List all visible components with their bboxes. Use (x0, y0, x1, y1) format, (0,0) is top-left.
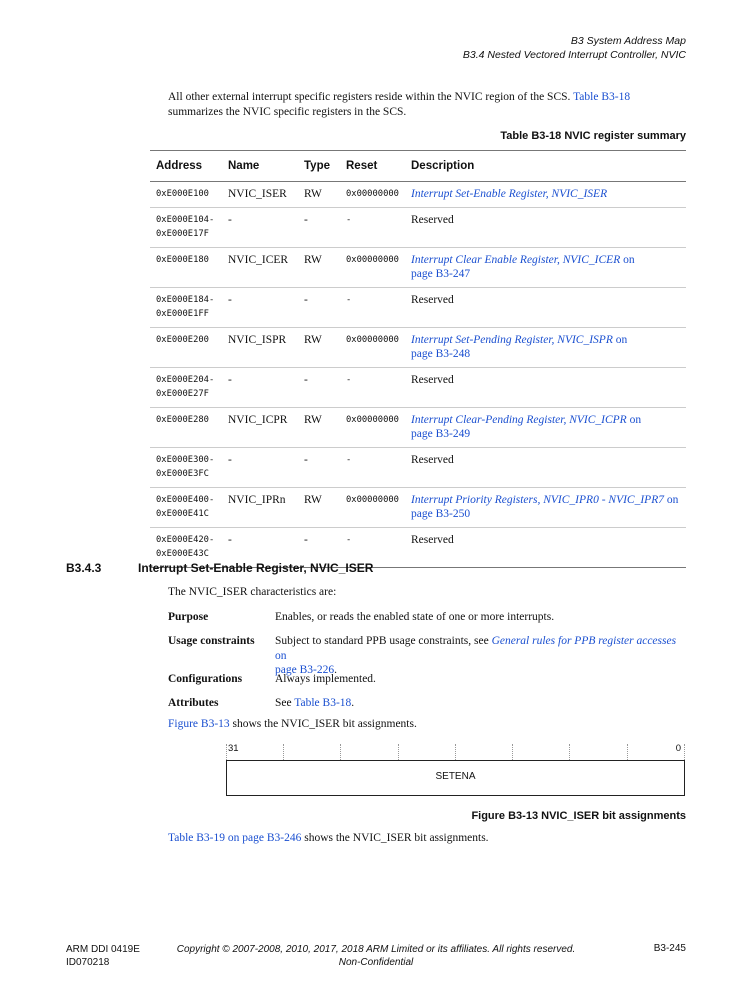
usage-constraints-value: Subject to standard PPB usage constraints, see General rules for PPB register accesses on page B3-226. (275, 635, 677, 676)
reset-cell: - (340, 528, 405, 568)
description-cell (405, 488, 686, 528)
characteristics-intro: The NVIC_ISER characteristics are: (168, 586, 337, 598)
address-start: 0xE000E400- (156, 495, 215, 505)
reset-cell: 0x00000000 (340, 408, 405, 448)
type-cell: RW (298, 408, 340, 448)
name-cell: - (222, 288, 298, 328)
address-cell (150, 488, 222, 528)
address-cell (150, 248, 222, 288)
section-title: Interrupt Set-Enable Register, NVIC_ISER (138, 561, 374, 575)
address-cell (150, 448, 222, 488)
configurations-value: Always implemented. (275, 673, 376, 685)
description-header: Description (405, 151, 686, 182)
bit-tick (684, 744, 685, 760)
description-cell (405, 182, 686, 208)
type-cell: - (298, 368, 340, 408)
running-header (463, 34, 686, 62)
address-cell (150, 328, 222, 368)
description-text: Reserved (411, 454, 454, 466)
footer-doc-id (66, 943, 140, 969)
name-cell: NVIC_ISER (222, 182, 298, 208)
name-cell: - (222, 448, 298, 488)
reset-cell: 0x00000000 (340, 488, 405, 528)
reset-cell: - (340, 448, 405, 488)
attributes-table-link[interactable]: Table B3-18 (294, 697, 352, 709)
table-row (150, 288, 686, 328)
footer-copyright (170, 943, 582, 969)
address-end: 0xE000E41C (156, 509, 209, 519)
register-link-on[interactable]: on (620, 254, 635, 266)
register-link-on[interactable]: on (612, 334, 628, 346)
type-cell: RW (298, 328, 340, 368)
address-start: 0xE000E420- (156, 535, 215, 545)
page-number: B3-245 (653, 943, 686, 954)
page-link[interactable]: page B3-250 (411, 508, 471, 520)
copyright-text: Copyright © 2007-2008, 2010, 2017, 2018 ARM Limited or its affiliates. All rights reserved. (176, 944, 576, 955)
name-cell: - (222, 208, 298, 248)
name-cell: NVIC_ICER (222, 248, 298, 288)
type-cell: RW (298, 182, 340, 208)
intro-paragraph: All other external interrupt specific registers reside within the NVIC region of the SCS. Table B3-18 summarizes the NVIC specific registers in the SCS. (168, 91, 631, 118)
bit-tick (340, 744, 341, 760)
address-end: 0xE000E17F (156, 229, 209, 239)
register-link[interactable]: Interrupt Set-Pending Register, NVIC_ISPR (411, 334, 613, 346)
type-cell: RW (298, 488, 340, 528)
description-cell (405, 528, 686, 568)
reset-header: Reset (340, 151, 405, 182)
type-header: Type (298, 151, 340, 182)
name-cell: - (222, 368, 298, 408)
address-start: 0xE000E300- (156, 455, 215, 465)
table-row (150, 248, 686, 288)
description-text: Reserved (411, 294, 454, 306)
chapter-title: B3 System Address Map (570, 35, 686, 47)
table-reference: Table B3-19 on page B3-246 shows the NVIC_ISER bit assignments. (168, 832, 489, 844)
address-start: 0xE000E100 (156, 189, 209, 199)
setena-field (226, 760, 685, 796)
field-label: SETENA (435, 771, 476, 782)
name-cell: NVIC_IPRn (222, 488, 298, 528)
description-cell (405, 368, 686, 408)
attributes-label: Attributes (168, 697, 219, 709)
bit-tick (398, 744, 399, 760)
address-cell (150, 408, 222, 448)
table-caption: Table B3-18 NVIC register summary (500, 130, 686, 142)
ppb-rules-on-link[interactable]: on (275, 649, 287, 662)
register-link[interactable]: Interrupt Clear Enable Register, NVIC_ICER (411, 254, 621, 266)
name-header: Name (222, 151, 298, 182)
type-cell: - (298, 448, 340, 488)
name-cell: NVIC_ISPR (222, 328, 298, 368)
usage-constraints-label: Usage constraints (168, 635, 255, 647)
table-row (150, 408, 686, 448)
page-link[interactable]: page B3-247 (411, 268, 471, 280)
name-cell: NVIC_ICPR (222, 408, 298, 448)
reset-cell: 0x00000000 (340, 328, 405, 368)
table-header-row (150, 151, 686, 182)
description-cell (405, 328, 686, 368)
purpose-label: Purpose (168, 611, 209, 623)
figure-b3-13-link[interactable]: Figure B3-13 (168, 718, 230, 730)
description-cell (405, 408, 686, 448)
doc-version: ID070218 (66, 957, 110, 968)
type-cell: RW (298, 248, 340, 288)
high-bit-label: 31 (228, 743, 239, 754)
table-row (150, 208, 686, 248)
address-cell (150, 208, 222, 248)
table-b3-18-link[interactable]: Table B3-18 (573, 91, 631, 103)
register-link-on[interactable]: on (626, 414, 642, 426)
address-end: 0xE000E3FC (156, 469, 209, 479)
address-start: 0xE000E180 (156, 255, 209, 265)
address-header: Address (150, 151, 222, 182)
description-text: Reserved (411, 214, 454, 226)
reset-cell: - (340, 368, 405, 408)
attributes-value: See Table B3-18. (275, 697, 355, 709)
name-cell: - (222, 528, 298, 568)
type-cell: - (298, 208, 340, 248)
figure-reference: Figure B3-13 shows the NVIC_ISER bit assignments. (168, 718, 417, 730)
description-cell (405, 448, 686, 488)
address-start: 0xE000E280 (156, 415, 209, 425)
description-cell (405, 248, 686, 288)
description-cell (405, 288, 686, 328)
table-row (150, 488, 686, 528)
type-cell: - (298, 288, 340, 328)
type-cell: - (298, 528, 340, 568)
register-link-on[interactable]: on (663, 494, 679, 506)
address-end: 0xE000E43C (156, 549, 209, 559)
purpose-value: Enables, or reads the enabled state of one or more interrupts. (275, 611, 555, 623)
section-title: B3.4 Nested Vectored Interrupt Controller, NVIC (462, 49, 686, 61)
reset-cell: 0x00000000 (340, 248, 405, 288)
page-b3-226-link[interactable]: page B3-226 (275, 664, 335, 676)
address-end: 0xE000E27F (156, 389, 209, 399)
bit-assignment-diagram (226, 744, 685, 796)
reset-cell: - (340, 288, 405, 328)
description-text: Reserved (411, 374, 454, 386)
description-cell (405, 208, 686, 248)
address-start: 0xE000E204- (156, 375, 215, 385)
address-start: 0xE000E184- (156, 295, 215, 305)
address-end: 0xE000E1FF (156, 309, 209, 319)
reset-cell: 0x00000000 (340, 182, 405, 208)
bit-tick (569, 744, 570, 760)
table-row (150, 328, 686, 368)
table-row (150, 448, 686, 488)
address-cell (150, 182, 222, 208)
register-link[interactable]: Interrupt Set-Enable Register, NVIC_ISER (411, 188, 608, 200)
reset-cell: - (340, 208, 405, 248)
low-bit-label: 0 (675, 743, 681, 754)
table-b3-19-link[interactable]: Table B3-19 on page B3-246 (168, 832, 302, 844)
bit-tick (226, 744, 227, 760)
address-cell (150, 368, 222, 408)
figure-caption: Figure B3-13 NVIC_ISER bit assignments (471, 810, 686, 822)
register-link[interactable]: Interrupt Priority Registers, NVIC_IPR0 - NVIC_IPR7 (411, 494, 664, 506)
table-row (150, 182, 686, 208)
description-text: Reserved (411, 534, 454, 546)
bit-tick (627, 744, 628, 760)
doc-number: ARM DDI 0419E (66, 944, 140, 955)
address-start: 0xE000E200 (156, 335, 209, 345)
bit-tick (455, 744, 456, 760)
register-link[interactable]: Interrupt Clear-Pending Register, NVIC_ICPR (411, 414, 627, 426)
nvic-register-table (150, 150, 686, 568)
section-heading (66, 561, 373, 575)
address-start: 0xE000E104- (156, 215, 215, 225)
ppb-rules-link[interactable]: General rules for PPB register accesses (491, 635, 677, 647)
confidentiality-text: Non-Confidential (338, 957, 414, 968)
section-number: B3.4.3 (66, 561, 102, 575)
address-cell (150, 288, 222, 328)
bit-tick (512, 744, 513, 760)
page-link[interactable]: page B3-249 (411, 428, 471, 440)
configurations-label: Configurations (168, 673, 243, 685)
page-link[interactable]: page B3-248 (411, 348, 471, 360)
table-row (150, 368, 686, 408)
bit-tick (283, 744, 284, 760)
